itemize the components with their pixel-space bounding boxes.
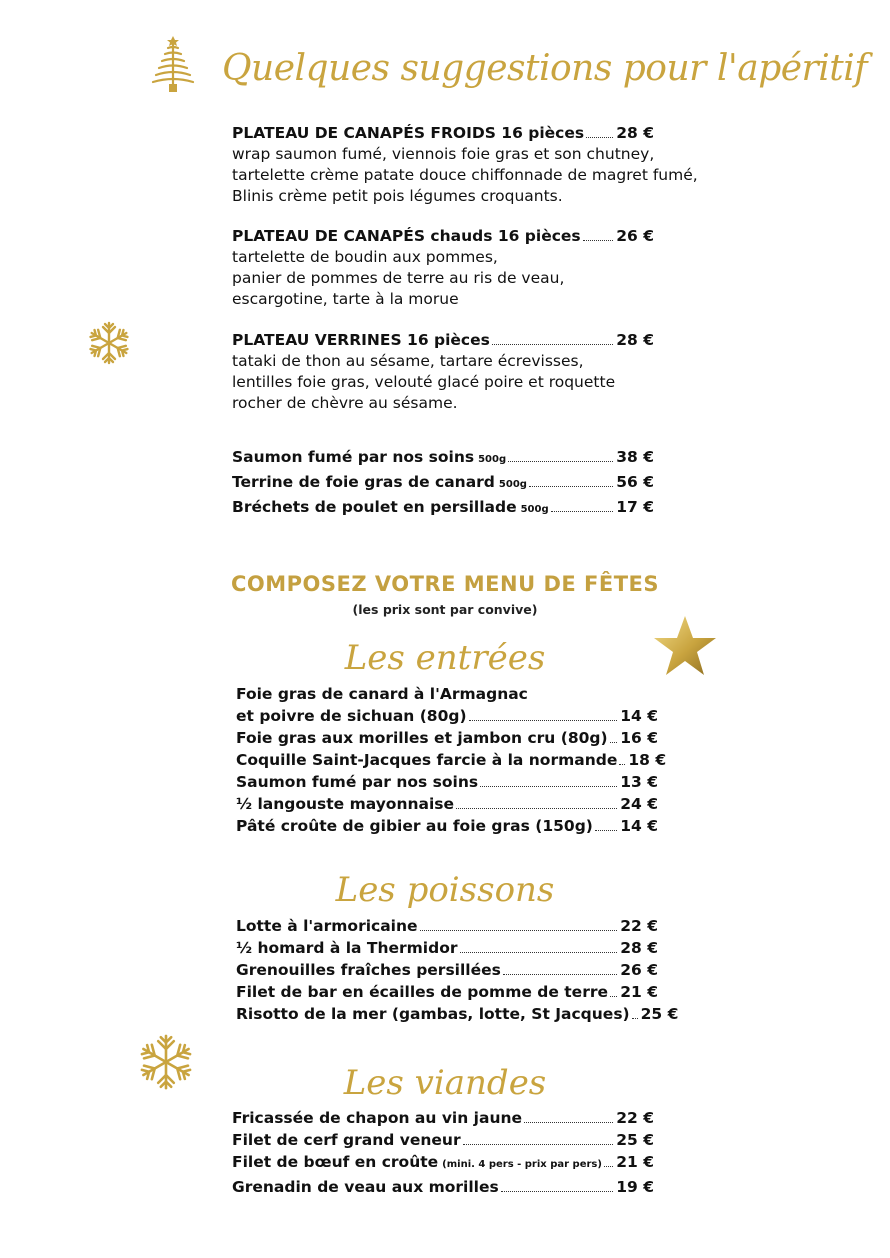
snowflake-icon <box>86 320 132 366</box>
plate-item <box>232 122 722 207</box>
poissons-list <box>236 915 679 1025</box>
plate-name: PLATEAU VERRINES 16 pièces <box>232 331 490 349</box>
viandes-list <box>232 1107 654 1198</box>
entrees-title: Les entrées <box>344 638 546 678</box>
plate-name: PLATEAU DE CANAPÉS chauds 16 pièces <box>232 227 581 245</box>
viande-item: Fricassée de chapon au vin jaune 22 € <box>232 1109 654 1127</box>
plate-desc: wrap saumon fumé, viennois foie gras et son chutney, <box>232 145 655 163</box>
menu-subtitle: (les prix sont par convive) <box>352 602 538 617</box>
entrees-list <box>236 683 667 837</box>
plate-price: 28 € <box>616 331 654 349</box>
extra-item: Saumon fumé par nos soins 500g 38 € <box>232 448 654 466</box>
poisson-item: ½ homard à la Thermidor 28 € <box>236 939 658 957</box>
entree-item: ½ langouste mayonnaise 24 € <box>236 795 658 813</box>
entree-name: Foie gras de canard à l'Armagnac <box>236 685 528 703</box>
entree-item: et poivre de sichuan (80g) 14 € <box>236 707 658 725</box>
plate-desc: lentilles foie gras, velouté glacé poire et roquette <box>232 373 616 391</box>
plate-price: 26 € <box>616 227 654 245</box>
poisson-item: Lotte à l'armoricaine 22 € <box>236 917 658 935</box>
viande-item: Filet de cerf grand veneur 25 € <box>232 1131 654 1149</box>
aperitif-title: Quelques suggestions pour l'apéritif <box>222 48 868 89</box>
plate-price: 28 € <box>616 124 654 142</box>
menu-title: COMPOSEZ VOTRE MENU DE FÊTES <box>230 572 660 596</box>
plate-desc: panier de pommes de terre au ris de veau, <box>232 269 565 287</box>
extra-item: Bréchets de poulet en persillade 500g 17 € <box>232 498 654 516</box>
entree-item: Coquille Saint-Jacques farcie à la normande 18 € <box>236 751 667 769</box>
viande-item: Grenadin de veau aux morilles 19 € <box>232 1178 654 1196</box>
poisson-item: Filet de bar en écailles de pomme de terre 21 € <box>236 983 658 1001</box>
entree-item: Foie gras aux morilles et jambon cru (80g) 16 € <box>236 729 658 747</box>
plate-name: PLATEAU DE CANAPÉS FROIDS 16 pièces <box>232 124 585 142</box>
plate-desc: tartelette de boudin aux pommes, <box>232 248 498 266</box>
plate-desc: tataki de thon au sésame, tartare écrevisses, <box>232 352 584 370</box>
viandes-title: Les viandes <box>343 1063 547 1103</box>
plate-item <box>232 329 722 414</box>
poissons-title: Les poissons <box>335 870 555 910</box>
entree-item: Pâté croûte de gibier au foie gras (150g) 14 € <box>236 817 658 835</box>
extras-list <box>232 446 654 521</box>
extra-item: Terrine de foie gras de canard 500g 56 € <box>232 473 654 491</box>
entree-item: Saumon fumé par nos soins 13 € <box>236 773 658 791</box>
plate-desc: tartelette crème patate douce chiffonnade de magret fumé, <box>232 166 698 184</box>
plate-desc: rocher de chèvre au sésame. <box>232 394 458 412</box>
poisson-item: Risotto de la mer (gambas, lotte, St Jacques) 25 € <box>236 1005 679 1023</box>
christmas-tree-icon <box>148 36 198 94</box>
plate-item <box>232 225 722 310</box>
poisson-item: Grenouilles fraîches persillées 26 € <box>236 961 658 979</box>
plate-desc: escargotine, tarte à la morue <box>232 290 459 308</box>
viande-item: Filet de bœuf en croûte (mini. 4 pers - prix par pers) 21 € <box>232 1153 654 1171</box>
plate-desc: Blinis crème petit pois légumes croquants. <box>232 187 563 205</box>
